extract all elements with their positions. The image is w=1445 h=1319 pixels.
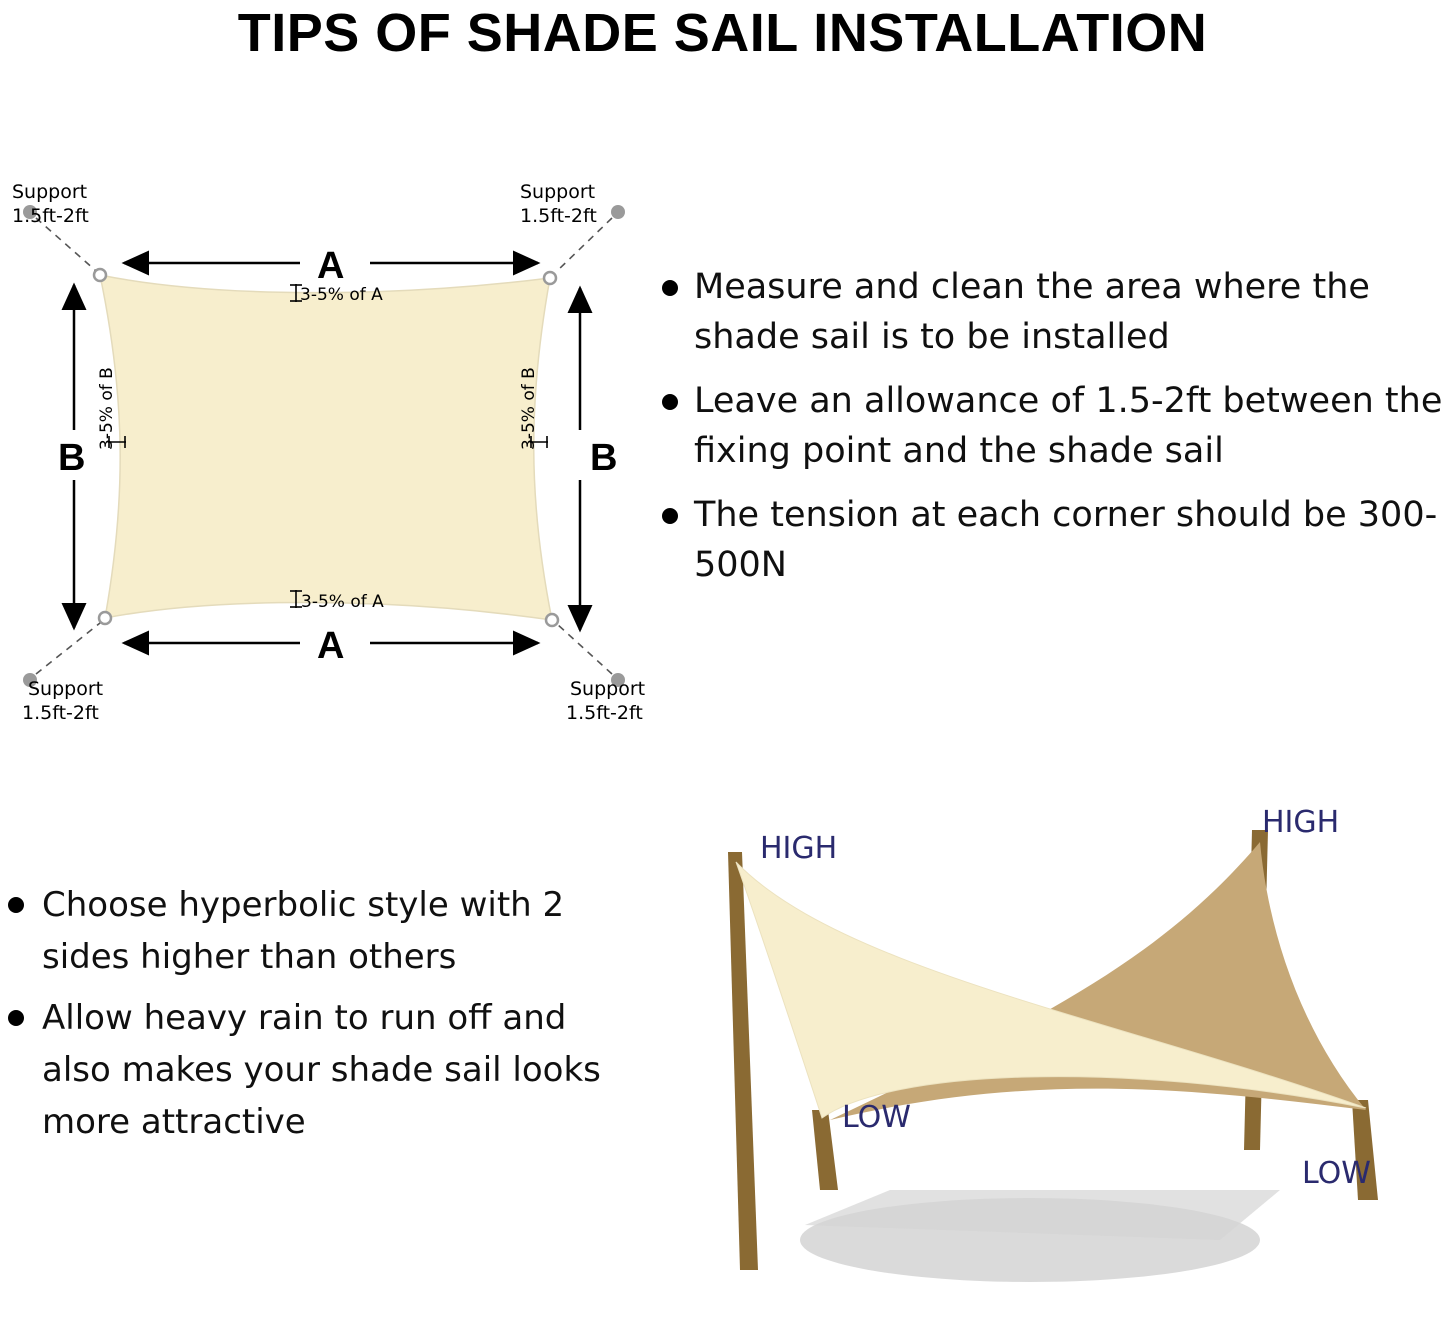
tips-list-bottom <box>0 880 625 1158</box>
list-item: Choose hyperbolic style with 2 sides higher than others <box>0 880 625 983</box>
support-label-top-left-dist: 1.5ft-2ft <box>12 205 89 227</box>
label-curve-right: 3-5% of B <box>519 367 539 450</box>
list-item: Leave an allowance of 1.5-2ft between the fixing point and the shade sail <box>648 376 1445 476</box>
corner-ring-icon <box>546 614 558 626</box>
hyperbolic-sail-illustration <box>640 770 1445 1319</box>
support-label-bottom-right-dist: 1.5ft-2ft <box>566 702 643 724</box>
label-b-left: B <box>58 437 86 479</box>
label-a-top: A <box>317 245 345 287</box>
rectangle-sail-diagram <box>0 150 660 730</box>
sail-shape <box>100 275 552 620</box>
label-a-bottom: A <box>317 625 345 667</box>
support-dot-icon <box>611 205 625 219</box>
post-high-left <box>728 852 758 1270</box>
support-label-top-right-name: Support <box>520 181 596 203</box>
support-label-bottom-left-dist: 1.5ft-2ft <box>22 702 99 724</box>
list-item: The tension at each corner should be 300-500N <box>648 490 1445 590</box>
label-high-right: HIGH <box>1262 805 1340 840</box>
label-curve-top: 3-5% of A <box>300 285 383 305</box>
label-high-left: HIGH <box>760 831 838 866</box>
post-low-left <box>812 1110 838 1190</box>
support-label-top-right-dist: 1.5ft-2ft <box>520 205 597 227</box>
support-label-bottom-left-name: Support <box>28 678 104 700</box>
label-b-right: B <box>590 437 618 479</box>
corner-ring-icon <box>544 272 556 284</box>
corner-ring-icon <box>94 269 106 281</box>
list-item: Allow heavy rain to run off and also makes your shade sail looks more attractive <box>0 993 625 1148</box>
label-low-left: LOW <box>842 1100 911 1135</box>
support-line <box>36 623 100 674</box>
support-label-bottom-right-name: Support <box>570 678 646 700</box>
corner-ring-icon <box>99 612 111 624</box>
page-title: TIPS OF SHADE SAIL INSTALLATION <box>237 3 1208 63</box>
support-label-top-left-name: Support <box>12 181 88 203</box>
label-curve-left: 3-5% of B <box>97 367 117 450</box>
tips-list-top <box>648 262 1445 604</box>
label-low-right: LOW <box>1302 1156 1371 1191</box>
list-item: Measure and clean the area where the shade sail is to be installed <box>648 262 1445 362</box>
support-line <box>557 624 612 674</box>
label-curve-bottom: 3-5% of A <box>301 592 384 612</box>
